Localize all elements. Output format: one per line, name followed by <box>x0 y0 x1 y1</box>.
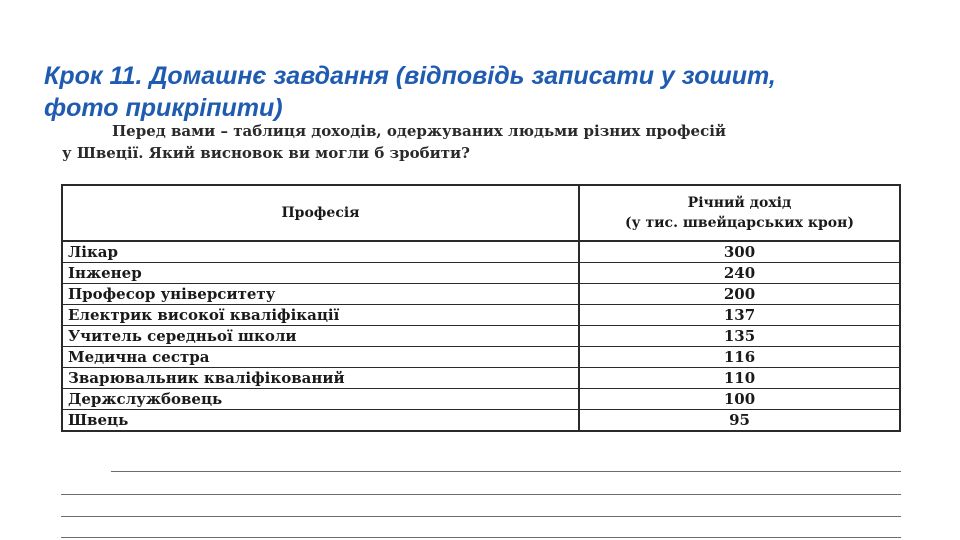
income-cell: 240 <box>579 263 900 284</box>
income-cell: 300 <box>579 241 900 263</box>
income-table <box>61 184 901 432</box>
profession-cell: Учитель середньої школи <box>62 326 579 347</box>
task-text <box>62 120 907 164</box>
slide-title <box>44 60 924 124</box>
income-cell: 95 <box>579 410 900 432</box>
header-income <box>579 185 900 241</box>
slide-title-line-1: Крок 11. Домашнє завдання (відповідь записати у зошит, <box>44 62 776 90</box>
table-header-row <box>62 185 900 241</box>
profession-cell: Професор університету <box>62 284 579 305</box>
profession-cell: Швець <box>62 410 579 432</box>
profession-cell: Електрик високої кваліфікації <box>62 305 579 326</box>
task-text-line-1: Перед вами – таблиця доходів, одержуваних людьми різних професій <box>112 122 727 140</box>
profession-cell: Держслужбовець <box>62 389 579 410</box>
income-cell: 110 <box>579 368 900 389</box>
profession-cell: Зварювальник кваліфікований <box>62 368 579 389</box>
table-row <box>62 305 900 326</box>
table-row <box>62 263 900 284</box>
task-text-line-2: у Швеції. Який висновок ви могли б зробити? <box>62 144 470 162</box>
table-row <box>62 326 900 347</box>
profession-cell: Лікар <box>62 241 579 263</box>
table-row <box>62 368 900 389</box>
answer-line <box>111 471 901 472</box>
header-income-line-2: (у тис. швейцарських крон) <box>625 215 854 231</box>
income-cell: 116 <box>579 347 900 368</box>
income-cell: 200 <box>579 284 900 305</box>
table-row <box>62 389 900 410</box>
profession-cell: Медична сестра <box>62 347 579 368</box>
table-row <box>62 347 900 368</box>
profession-cell: Інженер <box>62 263 579 284</box>
table-row <box>62 241 900 263</box>
header-profession: Професія <box>62 185 579 241</box>
answer-line <box>61 494 901 495</box>
income-cell: 100 <box>579 389 900 410</box>
income-cell: 137 <box>579 305 900 326</box>
table-row <box>62 284 900 305</box>
slide-title-line-2: фото прикріпити) <box>44 94 283 122</box>
income-cell: 135 <box>579 326 900 347</box>
header-income-line-1: Річний дохід <box>687 195 792 211</box>
table-row <box>62 410 900 432</box>
answer-line <box>61 516 901 517</box>
answer-line <box>61 537 901 538</box>
